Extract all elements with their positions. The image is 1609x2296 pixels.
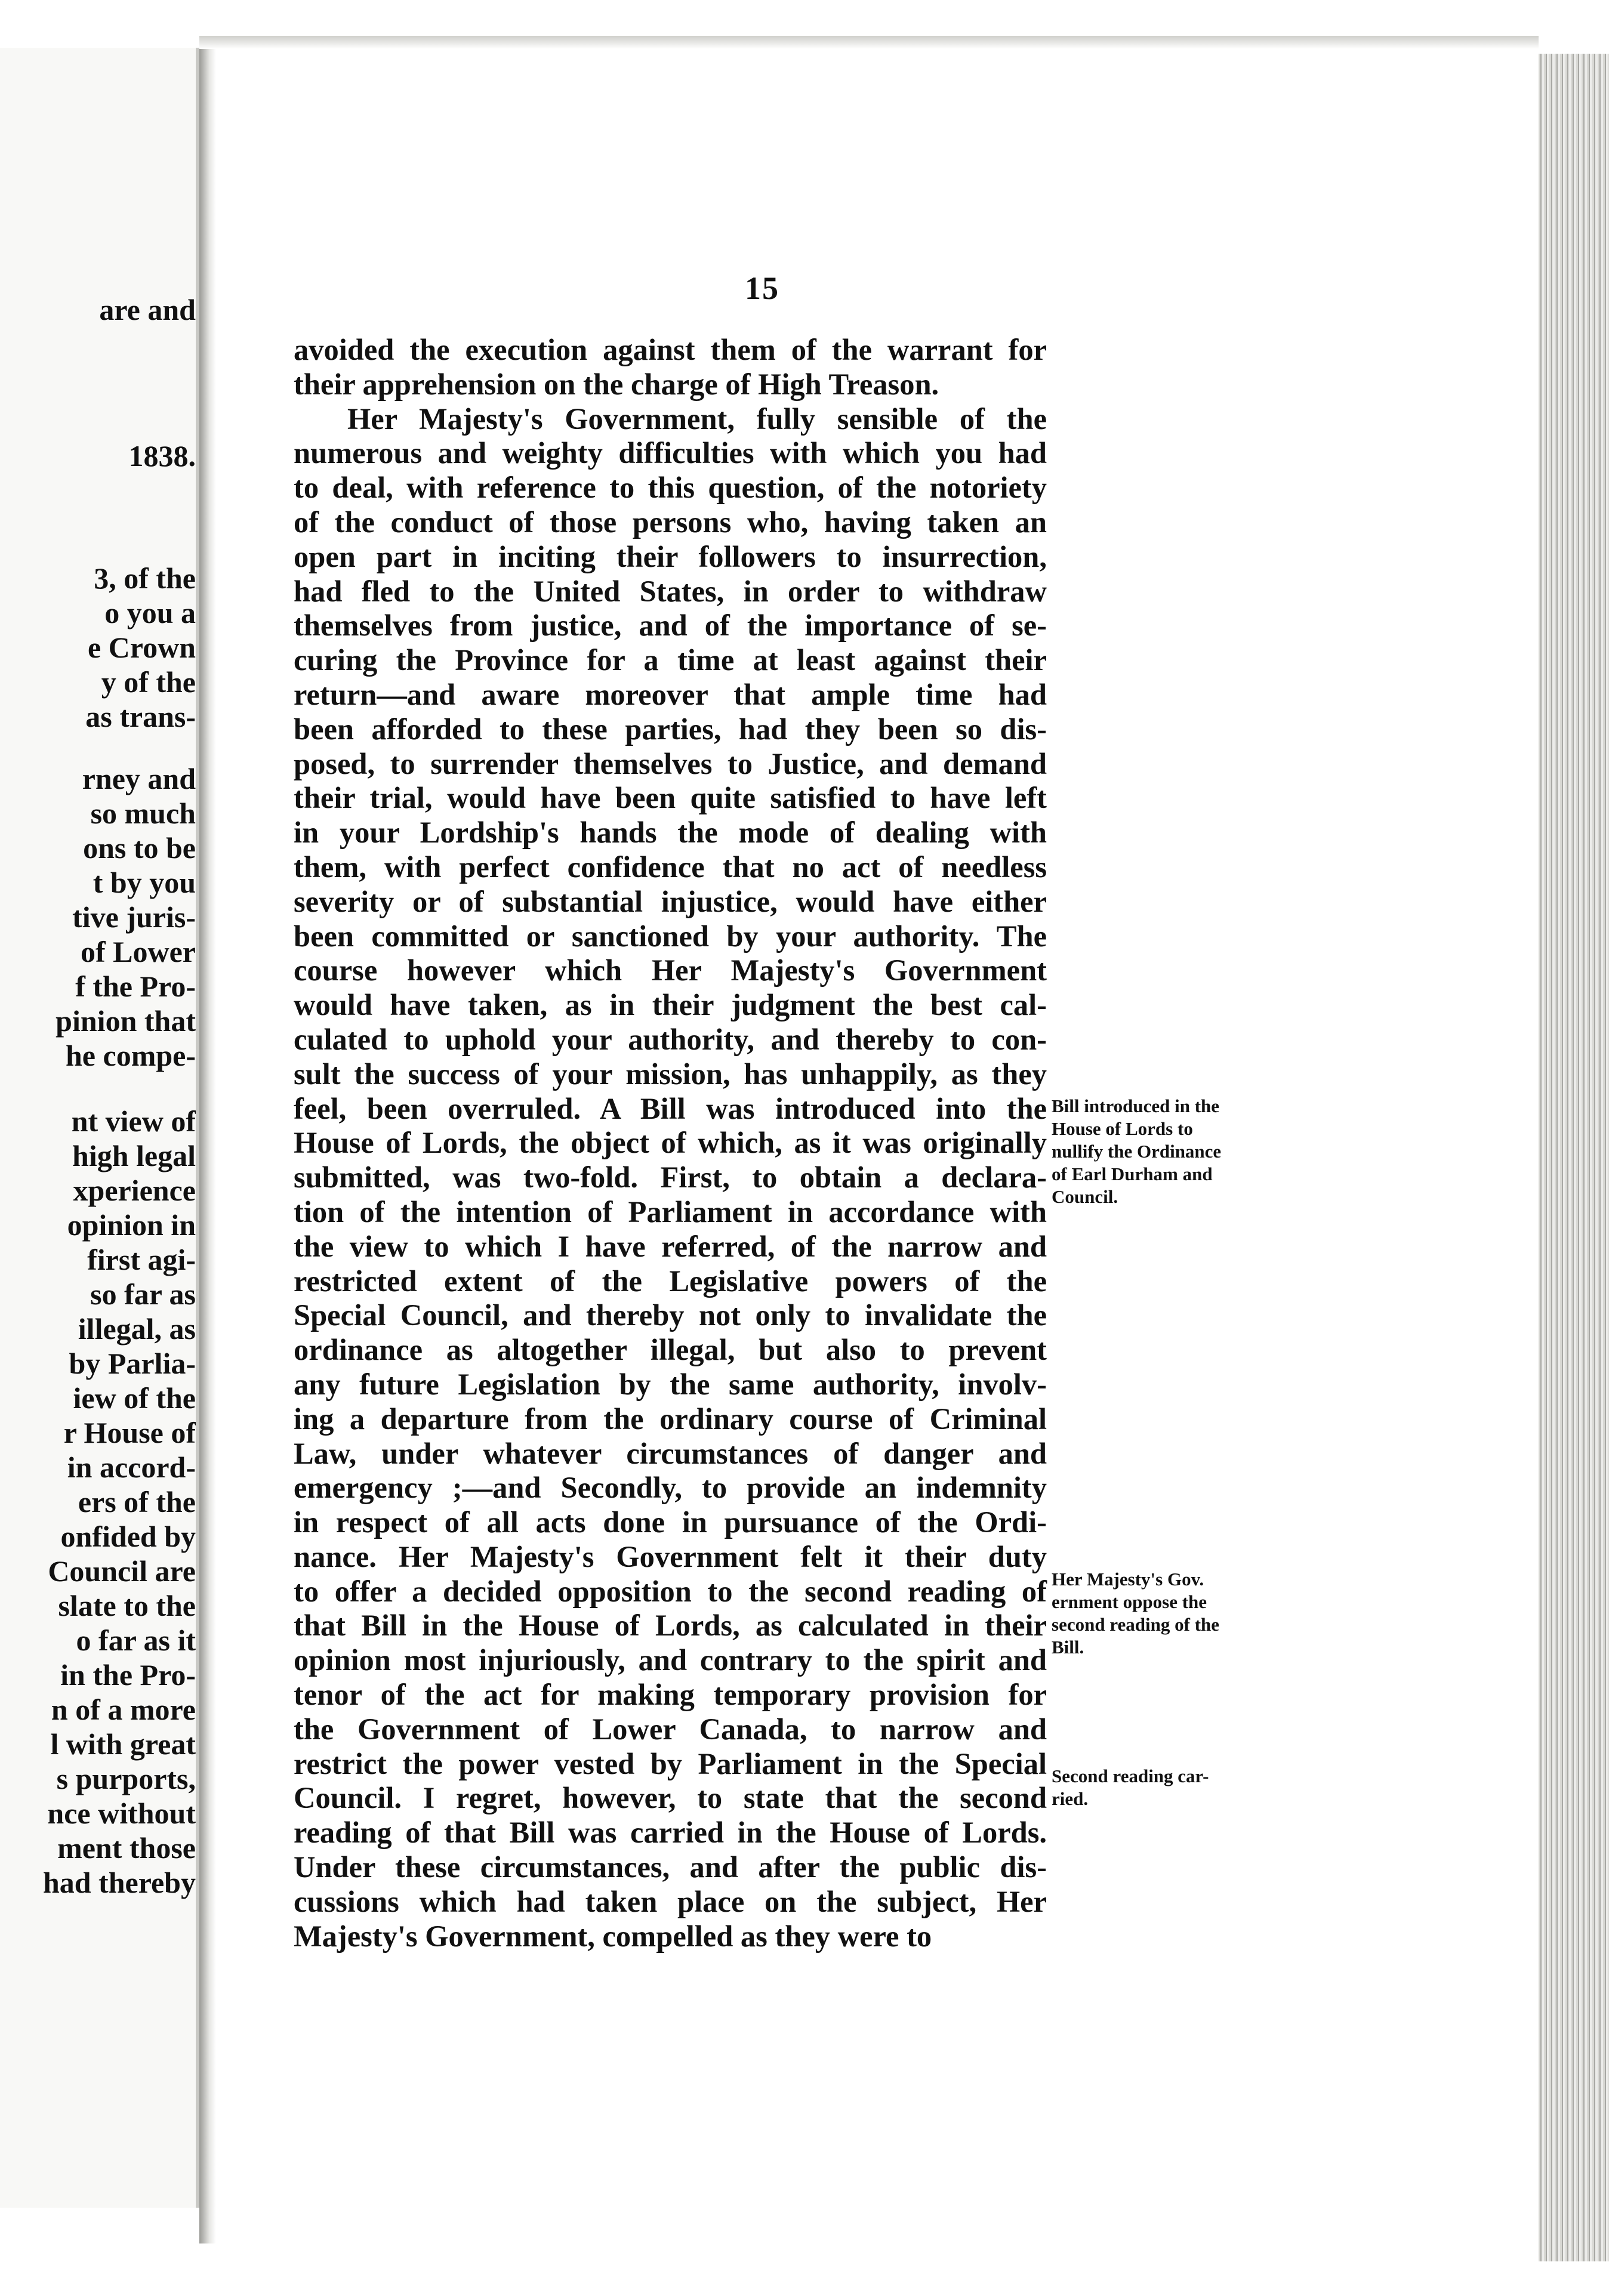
facing-page-line: e Crown bbox=[87, 631, 196, 664]
body-line: cussions which had taken place on the subject, Her bbox=[294, 1884, 1047, 1918]
margin-note-line: ernment oppose the bbox=[1052, 1591, 1207, 1612]
body-line: been committed or sanctioned by your authority. The bbox=[294, 919, 1047, 953]
facing-page-line: 3, of the bbox=[94, 561, 196, 595]
book-gutter bbox=[199, 36, 216, 2243]
facing-page-line: ons to be bbox=[83, 831, 196, 865]
body-line: to deal, with reference to this question, of the notoriety bbox=[294, 471, 1047, 505]
body-line: ordinance as altogether illegal, but also to prevent bbox=[294, 1333, 1047, 1367]
facing-page-line: so far as bbox=[90, 1277, 196, 1311]
facing-page-line: as trans- bbox=[85, 700, 196, 733]
body-line: avoided the execution against them of the warrant for bbox=[294, 333, 1047, 366]
facing-page-line: ment those bbox=[57, 1831, 196, 1865]
body-line: the Government of Lower Canada, to narrow and bbox=[294, 1712, 1047, 1746]
body-line: House of Lords, the object of which, as it was originally bbox=[294, 1126, 1047, 1160]
body-line: Council. I regret, however, to state that the second bbox=[294, 1781, 1047, 1815]
facing-page-line: ers of the bbox=[78, 1485, 196, 1519]
page-number: 15 bbox=[745, 270, 779, 306]
body-line: Law, under whatever circumstances of danger and bbox=[294, 1436, 1047, 1470]
margin-note-line: of Earl Durham and bbox=[1052, 1164, 1213, 1184]
facing-page-line: opinion in bbox=[67, 1208, 196, 1242]
margin-note-line: nullify the Ordinance bbox=[1052, 1141, 1222, 1162]
body-line: tion of the intention of Parliament in accordance with bbox=[294, 1195, 1047, 1229]
body-line: Special Council, and thereby not only to invalidate the bbox=[294, 1298, 1047, 1332]
facing-page-line: in accord- bbox=[67, 1451, 196, 1484]
body-line: posed, to surrender themselves to Justice, and demand bbox=[294, 746, 1047, 780]
body-line: curing the Province for a time at least against their bbox=[294, 643, 1047, 677]
facing-page-line: tive juris- bbox=[72, 900, 196, 934]
margin-note-line: second reading of the bbox=[1052, 1614, 1220, 1635]
body-line: submitted, was two-fold. First, to obtain a declara- bbox=[294, 1161, 1047, 1195]
facing-page-line: high legal bbox=[72, 1139, 196, 1172]
facing-page-line: n of a more bbox=[51, 1693, 196, 1726]
body-line: the view to which I have referred, of the narrow and bbox=[294, 1229, 1047, 1263]
body-line: nance. Her Majesty's Government felt it their duty bbox=[294, 1539, 1047, 1573]
body-line: feel, been overruled. A Bill was introduced into the bbox=[294, 1091, 1047, 1125]
facing-page-line: l with great bbox=[50, 1727, 196, 1761]
margin-note-line: Bill introduced in the bbox=[1052, 1095, 1220, 1116]
body-line: of the conduct of those persons who, having taken an bbox=[294, 505, 1047, 539]
body-line: their apprehension on the charge of High Treason. bbox=[294, 367, 939, 401]
facing-page-line: xperience bbox=[73, 1174, 196, 1207]
body-line: return—and aware moreover that ample time had bbox=[294, 677, 1047, 711]
margin-note-line: House of Lords to bbox=[1052, 1118, 1193, 1139]
facing-page-line: iew of the bbox=[73, 1381, 196, 1415]
body-line: in your Lordship's hands the mode of dealing with bbox=[294, 816, 1047, 850]
body-line: Majesty's Government, compelled as they were to bbox=[294, 1919, 932, 1953]
facing-page-line: r House of bbox=[63, 1416, 196, 1449]
body-line: that Bill in the House of Lords, as calculated in their bbox=[294, 1609, 1047, 1643]
body-line: course however which Her Majesty's Government bbox=[294, 953, 1047, 987]
facing-page-line: first agi- bbox=[87, 1243, 196, 1276]
body-line: had fled to the United States, in order to withdraw bbox=[294, 574, 1047, 608]
facing-page-line: illegal, as bbox=[78, 1312, 196, 1345]
body-line: numerous and weighty difficulties with which you had bbox=[294, 436, 1047, 470]
facing-page-line: f the Pro- bbox=[75, 970, 196, 1003]
body-line: open part in inciting their followers to insurrection, bbox=[294, 539, 1047, 573]
body-line: in respect of all acts done in pursuance of the Ordi- bbox=[294, 1505, 1047, 1539]
facing-page-line: by Parlia- bbox=[69, 1347, 196, 1380]
facing-page-line: had thereby bbox=[42, 1866, 196, 1899]
body-line: any future Legislation by the same authority, involv- bbox=[294, 1367, 1047, 1401]
margin-note-government-oppose bbox=[1052, 1568, 1294, 1659]
facing-page-line: s purports, bbox=[56, 1762, 196, 1795]
body-line: their trial, would have been quite satisfied to have left bbox=[294, 781, 1047, 815]
facing-page-line: pinion that bbox=[56, 1004, 196, 1038]
body-line: reading of that Bill was carried in the House of Lords. bbox=[294, 1816, 1047, 1850]
body-line: to offer a decided opposition to the second reading of bbox=[294, 1574, 1047, 1608]
body-line: them, with perfect confidence that no act of needless bbox=[294, 850, 1047, 884]
facing-page-line: onfided by bbox=[60, 1520, 196, 1553]
body-text bbox=[294, 333, 1047, 1954]
facing-page-line: nt view of bbox=[71, 1104, 196, 1138]
facing-page-line: rney and bbox=[82, 762, 196, 795]
facing-page-line: o you a bbox=[104, 596, 196, 629]
body-line: culated to uphold your authority, and thereby to con- bbox=[294, 1022, 1047, 1056]
margin-note-line: Her Majesty's Gov. bbox=[1052, 1569, 1204, 1590]
body-line: been afforded to these parties, had they been so dis- bbox=[294, 712, 1047, 746]
body-line: emergency ;—and Secondly, to provide an indemnity bbox=[294, 1471, 1047, 1505]
margin-note-line: ried. bbox=[1052, 1788, 1089, 1809]
body-line: restricted extent of the Legislative powers of the bbox=[294, 1264, 1047, 1298]
facing-page-line: 1838. bbox=[128, 439, 196, 473]
page-top-shadow bbox=[199, 36, 1539, 49]
facing-page-line: in the Pro- bbox=[60, 1658, 196, 1692]
facing-page-line: t by you bbox=[93, 866, 196, 899]
page-edges bbox=[1539, 54, 1609, 2261]
body-line: ing a departure from the ordinary course of Criminal bbox=[294, 1402, 1047, 1436]
facing-page-line: he compe- bbox=[66, 1039, 196, 1072]
margin-note-bill-introduced bbox=[1052, 1095, 1294, 1208]
body-line: Under these circumstances, and after the public dis- bbox=[294, 1850, 1047, 1884]
facing-page bbox=[0, 48, 199, 2208]
body-line: tenor of the act for making temporary provision for bbox=[294, 1678, 1047, 1712]
facing-page-line: nce without bbox=[47, 1797, 196, 1830]
body-line: Her Majesty's Government, fully sensible of the bbox=[347, 402, 1047, 436]
facing-page-line: y of the bbox=[101, 665, 196, 699]
body-line: would have taken, as in their judgment the best cal- bbox=[294, 988, 1047, 1022]
margin-note-second-reading bbox=[1052, 1765, 1294, 1810]
body-line: opinion most injuriously, and contrary to the spirit and bbox=[294, 1643, 1047, 1677]
facing-page-line: slate to the bbox=[58, 1589, 196, 1622]
margin-note-line: Bill. bbox=[1052, 1637, 1084, 1658]
margin-note-line: Council. bbox=[1052, 1186, 1118, 1207]
facing-page-line: o far as it bbox=[76, 1624, 196, 1657]
body-line: severity or of substantial injustice, would have either bbox=[294, 884, 1047, 918]
body-line: sult the success of your mission, has unhappily, as they bbox=[294, 1057, 1047, 1091]
margin-note-line: Second reading car- bbox=[1052, 1766, 1209, 1786]
body-line: themselves from justice, and of the importance of se- bbox=[294, 609, 1047, 643]
facing-page-line: are and bbox=[99, 293, 196, 326]
facing-page-line: so much bbox=[90, 797, 196, 830]
body-line: restrict the power vested by Parliament in the Special bbox=[294, 1746, 1047, 1780]
facing-page-line: Council are bbox=[48, 1554, 196, 1588]
facing-page-line: of Lower bbox=[81, 935, 196, 968]
